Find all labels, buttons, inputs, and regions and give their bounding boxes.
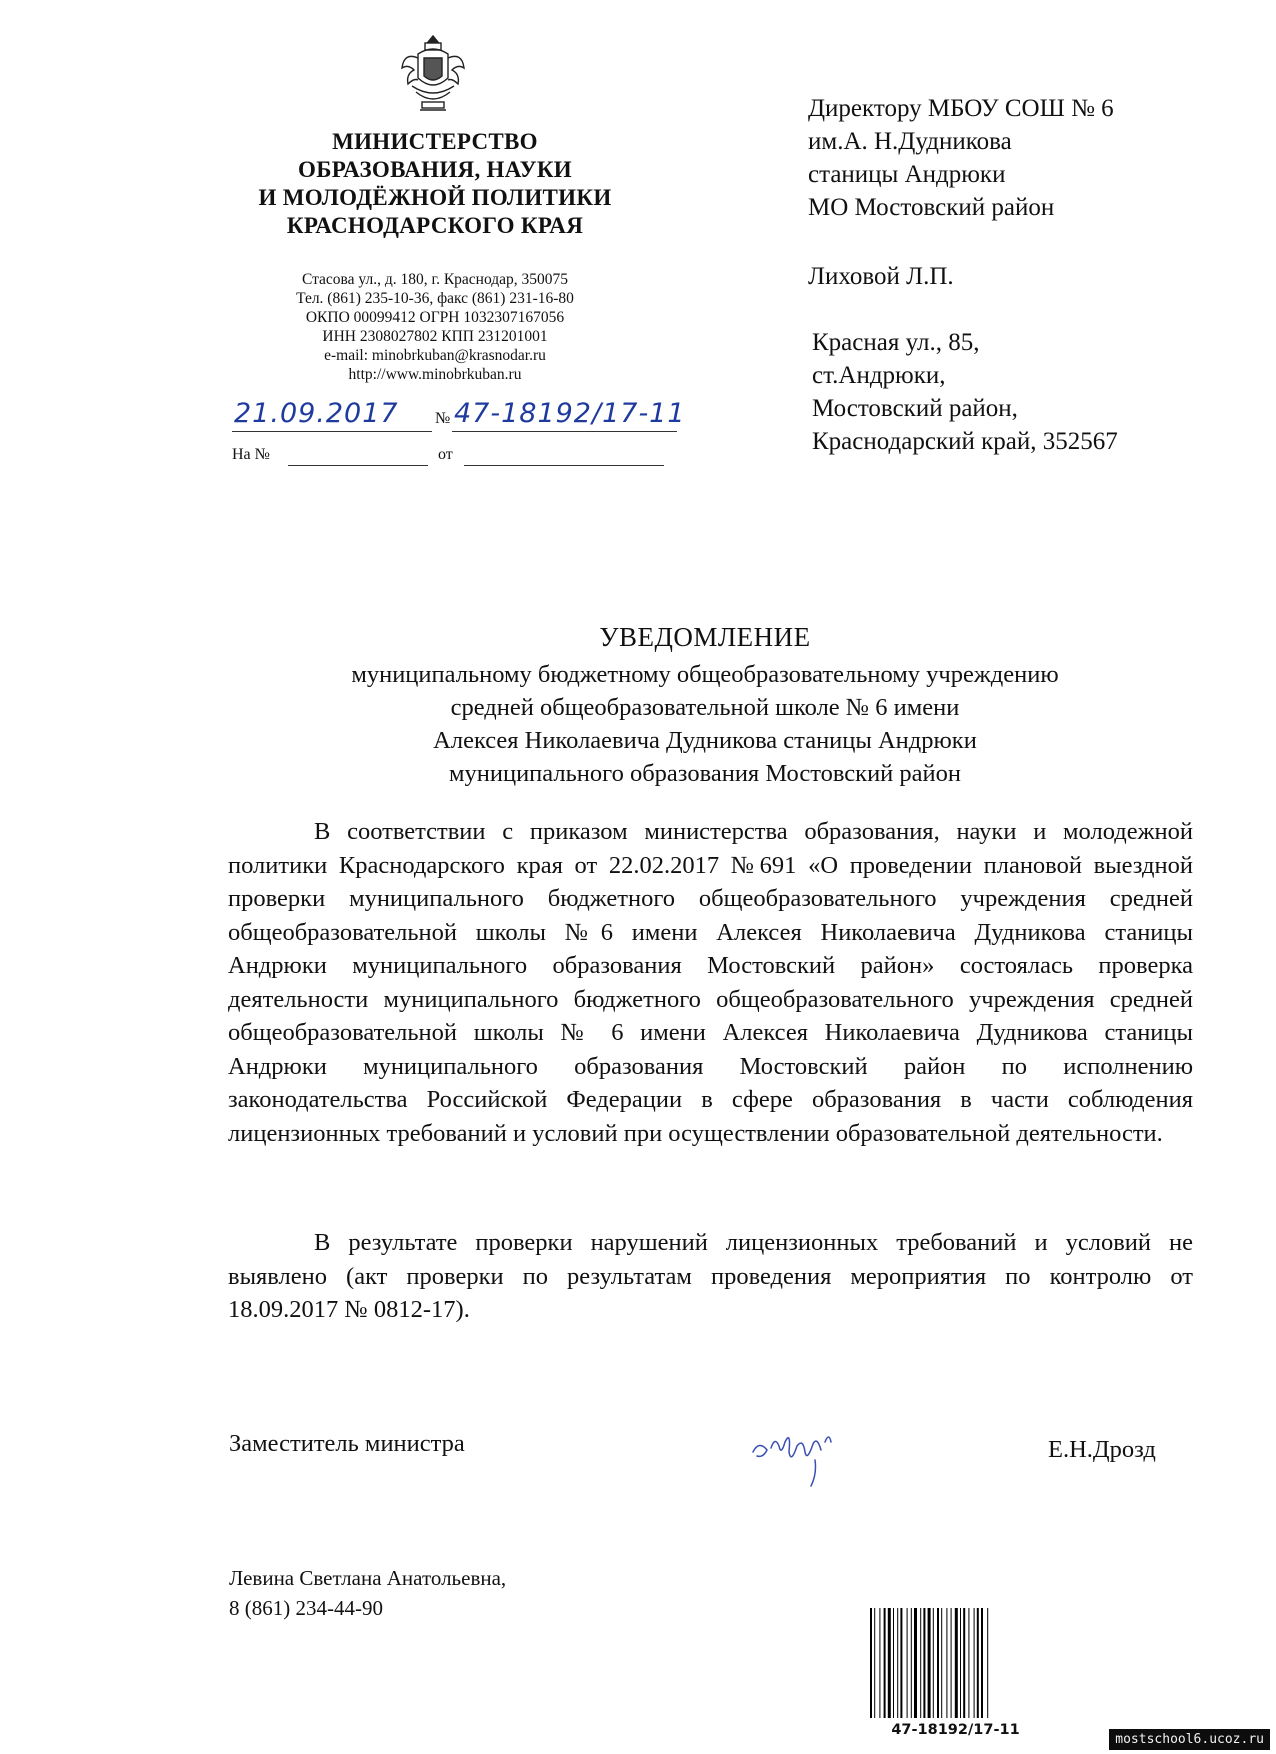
reference-line (232, 446, 692, 470)
barcode-icon (868, 1608, 1043, 1718)
addressee-address (812, 326, 1118, 458)
addressee-line: Директору МБОУ СОШ № 6 (808, 95, 1114, 122)
from-label: от (438, 446, 453, 463)
body-paragraph-2: В результате проверки нарушений лицензионных требований и условий не выявлено (акт проверки по результатам проведения мероприятия по контролю от 18.09.2017 № 0812-17). (228, 1229, 1193, 1323)
registration-number: 47-18192/17-11 (454, 398, 686, 429)
ministry-name-line: МИНИСТЕРСТВО (332, 129, 538, 154)
signatory-name: Е.Н.Дрозд (1048, 1436, 1156, 1463)
addressee-name: Лиховой Л.П. (808, 263, 954, 290)
addressee-line: им.А. Н.Дудникова (808, 128, 1012, 155)
ministry-name-line: КРАСНОДАРСКОГО КРАЯ (286, 213, 584, 238)
addressee-line: станицы Андрюки (808, 161, 1006, 188)
executor-phone: 8 (861) 234-44-90 (229, 1596, 383, 1620)
site-watermark: mostschool6.ucoz.ru (1109, 1729, 1270, 1750)
address-line: Стасова ул., д. 180, г. Краснодар, 350075 (301, 271, 569, 288)
subtitle-line: муниципального образования Мостовский район (448, 760, 962, 787)
subtitle-line: средней общеобразовательной школе № 6 имени (450, 694, 960, 721)
subtitle-line: муниципальному бюджетному общеобразовательному учреждению (351, 661, 1059, 688)
addressee-line: МО Мостовский район (808, 194, 1055, 221)
address-line: ст.Андрюки, (812, 362, 946, 389)
registration-date: 21.09.2017 (234, 398, 399, 429)
on-number-label: На № (232, 446, 270, 463)
executor-block (229, 1563, 506, 1623)
address-line: Мостовский район, (812, 395, 1018, 422)
website-line: http://www.minobrkuban.ru (348, 366, 522, 383)
handwritten-signature-icon (745, 1412, 865, 1492)
ministry-name-line: И МОЛОДЁЖНОЙ ПОЛИТИКИ (258, 185, 612, 210)
email-line: e-mail: minobrkuban@krasnodar.ru (324, 347, 546, 364)
phone-line: Тел. (861) 235-10-36, факс (861) 231-16-80 (296, 290, 574, 307)
address-line: Красная ул., 85, (812, 329, 980, 356)
coat-of-arms-icon (398, 30, 468, 118)
number-sign: № (435, 410, 451, 427)
okpo-line: ОКПО 00099412 ОГРН 1032307167056 (305, 309, 565, 326)
executor-name: Левина Светлана Анатольевна, (229, 1566, 507, 1590)
address-line: Краснодарский край, 352567 (812, 428, 1118, 455)
addressee-recipient (808, 92, 1114, 224)
document-subtitle (200, 658, 1210, 790)
document-title: УВЕДОМЛЕНИЕ (599, 622, 811, 652)
ministry-name (250, 128, 620, 240)
inn-line: ИНН 2308027802 КПП 231201001 (322, 328, 548, 345)
signatory-position: Заместитель министра (229, 1430, 465, 1457)
ministry-name-line: ОБРАЗОВАНИЯ, НАУКИ (298, 157, 572, 182)
subtitle-line: Алексея Николаевича Дудникова станицы Андрюки (433, 727, 977, 754)
registration-line (232, 398, 692, 434)
ministry-contacts (250, 270, 620, 384)
body-paragraph-1: В соответствии с приказом министерства образования, науки и молодежной политики Краснодарского края от 22.02.2017 №691 «О проведении плановой выездной проверки муниципального бюджетного общеобразовательного учреждения средней общеобразовательной школы №6 имени Алексея Николаевича Дудникова станицы Андрюки муниципального образования Мостовский район» состоялась проверка деятельности муниципального бюджетного общеобразовательного учреждения средней общеобразовательной школы № 6 имени Алексея Николаевича Дудникова станицы Андрюки муниципального образования Мостовский район по исполнению законодательства Российской Федерации в сфере образования в части соблюдения лицензионных требований и условий при осуществлении образовательной деятельности. (228, 818, 1193, 1147)
barcode-number: 47-18192/17-11 (891, 1722, 1020, 1738)
